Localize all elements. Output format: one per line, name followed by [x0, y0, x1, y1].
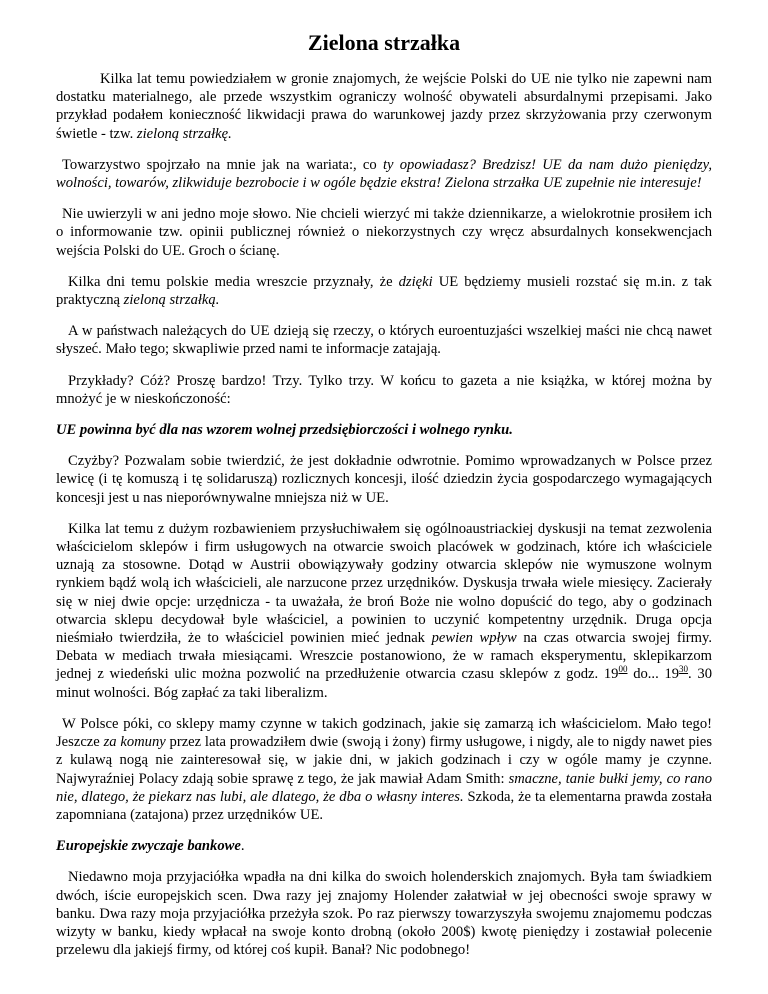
paragraph-text: . 30 minut wolności. Bóg zapłać za taki liberalizm. [56, 666, 712, 701]
section-heading-free-market: UE powinna być dla nas wzorem wolnej przedsiębiorczości i wolnego rynku. [56, 422, 513, 439]
paragraph-media [56, 273, 712, 309]
superscript-minutes: 00 [618, 664, 628, 675]
superscript-minutes: 30 [679, 664, 689, 675]
paragraph-text: UE będziemy musieli rozstać się m.in. z tak praktyczną [56, 273, 712, 309]
paragraph-text: przez lata prowadziłem dwie (swoją i żony) firmy usługowe, i nigdy, ale to nigdy nawet pies z kulawą nogą nie zainteresował się, w jakie dni, w jakich godzinach i czy w ogóle mamy je czynne. Najwyraźniej Polacy zdają sobie sprawę z tego, że jak mawiał Adam Smith: [56, 734, 712, 787]
paragraph-concessions: Czyżby? Pozwalam sobie twierdzić, że jest dokładnie odwrotnie. Pomimo wprowadzanych w Polsce przez lewicę (i tę komuszą i tę solidaruszą) rozlicznych koncesji, ilość dziedzin życia gospodarczego wymagających koncesji jest u nas nieporównywalne mniejsza niż w UE. [56, 453, 712, 506]
paragraph-text: Towarzystwo spojrzało na mnie jak na wariata:, co [62, 156, 383, 173]
italic-quote: smaczne, tanie bułki jemy, co rano nie, dlatego, że piekarz nas lubi, ale dlatego, że dba o własny interes. [56, 770, 712, 805]
paragraph-text: Kilka lat temu powiedziałem w gronie znajomych, że wejście Polski do UE nie tylko nie zapewni nam dostatku materialnego, ale przede wszystkim ograniczy wolność obywateli absurdalnymi przepisami. Jako przykład podałem konieczność likwidacji prawa do warunkowej jazdy przez skrzyżowania przy czerwonym świetle - tzw. [56, 71, 712, 142]
paragraph-text: Kilka lat temu z dużym rozbawieniem przysłuchiwałem się ogólnoaustriackiej dyskusji na temat zezwolenia właścicielom sklepów i firm usługowych na otwarcie swoich placówek w godzinach, które ich właściciele uznają za stosowne. Dotąd w Austrii obowiązywały godziny otwarcia sklepów nie wymuszone wolnym rynkiem bądź wolą ich właścicieli, ale narzucone przez urzędników. Dyskusja trwała wiele miesięcy. Zacierały się w niej dwie opcje: urzędnicza - ta uważała, że broń Boże nie wolno dopuścić do tego, aby o godzinach otwarcia sklepu decydował byle właściciel, a powinien to uczynić kompetentny urzędnik. Druga opcja nieśmiało twierdziła, że to właściciel powinien mieć jednak [56, 520, 712, 647]
italic-text: pewien wpływ [431, 630, 517, 647]
paragraph-poland-shops [56, 715, 712, 824]
italic-text: dzięki [398, 273, 433, 290]
paragraph-text: do... 19 [627, 666, 680, 683]
italic-text: zieloną strzałką. [123, 292, 220, 309]
paragraph-intro [56, 70, 712, 143]
section-heading-banking [56, 837, 712, 855]
paragraph-text: na czas otwarcia swojej firmy. Debata w mediach trwała miesiącami. Wreszcie postanowiono, że w ramach eksperymentu, sklepikarzom jednej z wiedeński ulic można pozwolić na przedłużenie otwarcia czasu sklepów z godz. 19 [56, 630, 712, 683]
page-title: Zielona strzałka [307, 30, 461, 55]
heading-punct: . [240, 838, 245, 855]
paragraph-netherlands: Niedawno moja przyjaciółka wpadła na dni kilka do swoich holenderskich znajomych. Była tam świadkiem dwóch, iście europejskich scen. Dwa razy jej znajomy Holender załatwiał w jej obecności swoje sprawy w banku. Dwa razy moja przyjaciółka przeżyła szok. Po raz pierwszy towarzyszyła swojemu znajomemu podczas wizyty w banku, kiedy wpłacał na swoje konto drobną (około 200$) kwotę pieniędzy i zostawiał polecenie przelewu dla jakiejś firmy, od której coś kupił. Banał? Nic podobnego! [56, 869, 712, 959]
italic-text: za komuny [103, 734, 166, 751]
italic-quote: ty opowiadasz? Bredzisz! UE da nam dużo pieniędzy, wolności, towarów, zlikwiduje bezrobocie i w ogóle będzie ekstra! Zielona strzałka UE zupełnie nie interesuje! [56, 156, 712, 192]
paragraph-text: Kilka dni temu polskie media wreszcie przyznały, że [68, 273, 399, 290]
paragraph-text: Szkoda, że ta elementarna prawda została zapomniana (zatajona) przez urzędników UE. [56, 788, 712, 823]
heading-text: Europejskie zwyczaje bankowe [56, 838, 241, 855]
paragraph-disbelief: Nie uwierzyli w ani jedno moje słowo. Nie chcieli wierzyć mi także dziennikarze, a wielokrotnie prosiłem ich o informowanie tzw. opinii publicznej również o niekorzystnych czy wręcz absurdalnych konsekwencjach wejścia Polski do UE. Groch o ścianę. [56, 206, 712, 259]
paragraph-examples: Przykłady? Cóż? Proszę bardzo! Trzy. Tylko trzy. W końcu to gazeta a nie książka, w której można by mnożyć je w nieskończoność: [56, 372, 712, 407]
paragraph-eu-states: A w państwach należących do UE dzieją się rzeczy, o których euroentuzjaści wszelkiej maści nie chcą nawet słyszeć. Mało tego; skwapliwie przed nami te informacje zatajają. [56, 323, 712, 358]
paragraph-text: W Polsce póki, co sklepy mamy czynne w takich godzinach, jakie się zamarzą ich właścicielom. Mało tego! Jeszcze [56, 715, 712, 751]
paragraph-austria [56, 520, 712, 702]
italic-text: zieloną strzałkę. [136, 125, 232, 142]
paragraph-reaction [56, 156, 712, 192]
